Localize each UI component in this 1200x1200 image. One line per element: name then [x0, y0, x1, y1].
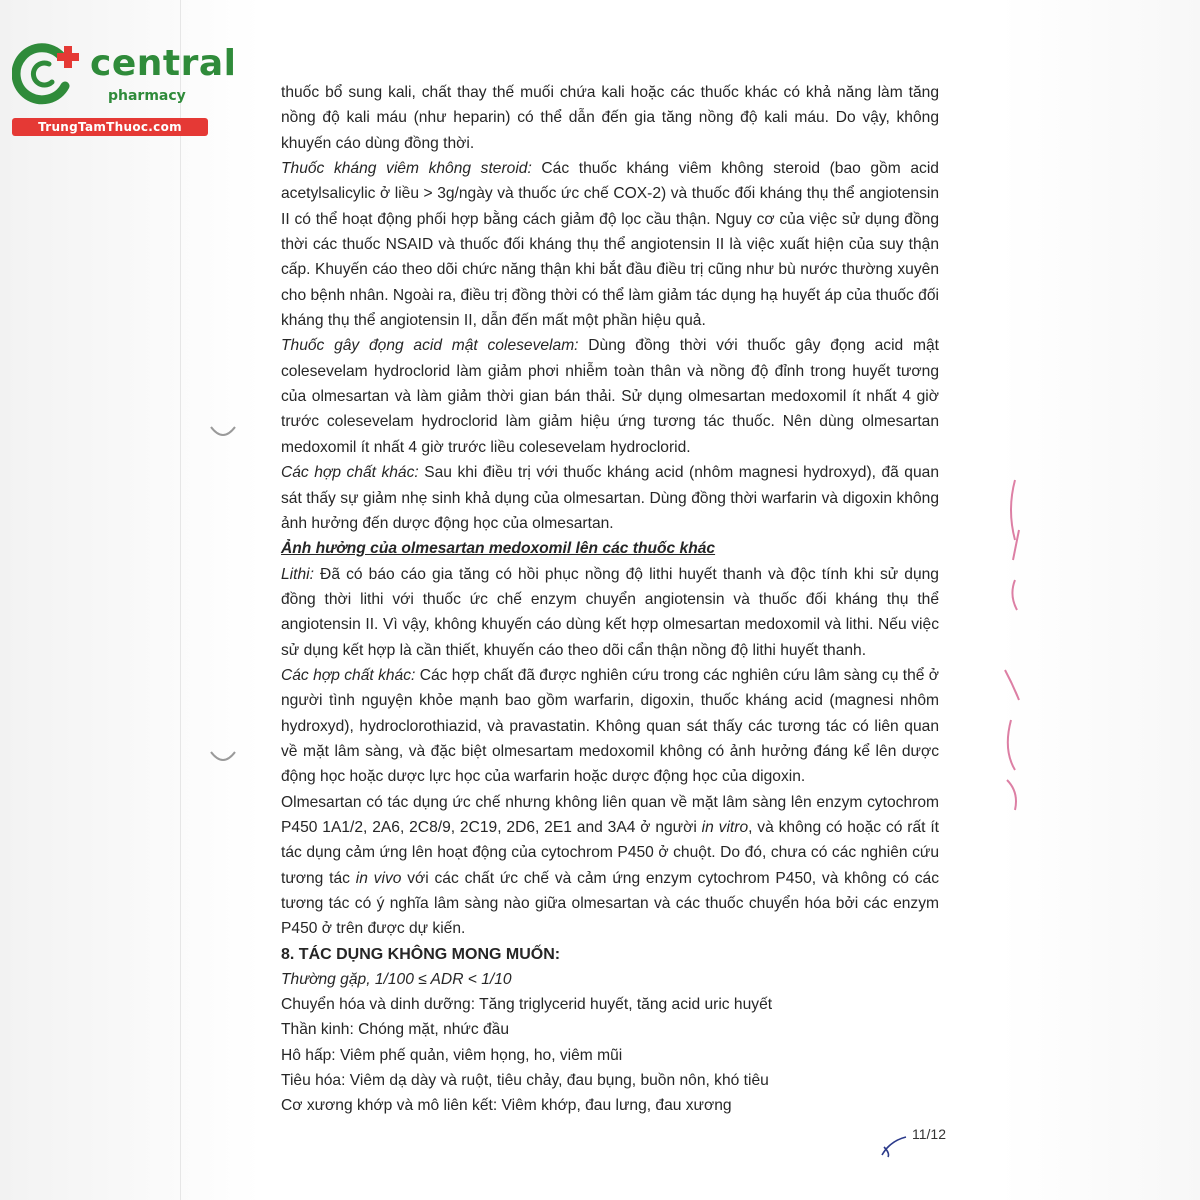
logo-wordmark: central: [90, 43, 237, 84]
logo-subtitle: pharmacy: [108, 88, 186, 104]
logo-url-badge: TrungTamThuoc.com: [12, 118, 208, 136]
paragraph: Thuốc gây đọng acid mật colesevelam: Dùng đồng thời với thuốc gây đọng acid mật colesevelam hydroclorid làm giảm phơi nhiễm toàn thân và nồng độ đỉnh trong huyết tương của olmesartan và làm giảm thời gian bán thải. Sử dụng olmesartan medoxomil ít nhất 4 giờ trước colesevelam hydroclorid làm giảm hiệu ứng tương tác thuốc. Nên dùng olmesartan medoxomil ít nhất 4 giờ trước liều colesevelam hydroclorid.: [281, 337, 939, 456]
list-item: Cơ xương khớp và mô liên kết: Viêm khớp, đau lưng, đau xương: [281, 1097, 732, 1115]
paragraph-lead: Thuốc kháng viêm không steroid:: [281, 160, 532, 178]
document-body: [281, 80, 939, 1119]
page-number: 11/12: [912, 1126, 946, 1142]
paragraph: Các hợp chất khác: Các hợp chất đã được nghiên cứu trong các nghiên cứu lâm sàng cụ thể ở người tình nguyện khỏe mạnh bao gồm warfarin, digoxin, thuốc kháng acid (magnesi nhôm hydroxyd), hydroclorothiazid, và pravastatin. Không quan sát thấy các tương tác có liên quan về mặt lâm sàng, và đặc biệt olmesartam medoxomil không có ảnh hưởng đáng kể lên dược động học hoặc dược lực học của warfarin hoặc dược động học của digoxin.: [281, 666, 939, 786]
list-item: Hô hấp: Viêm phế quản, viêm họng, ho, viêm mũi: [281, 1046, 623, 1064]
partial-stamp-mark: [985, 470, 1025, 820]
paragraph-lead: Thuốc gây đọng acid mật colesevelam:: [281, 337, 579, 355]
paragraph: Các hợp chất khác: Sau khi điều trị với thuốc kháng acid (nhôm magnesi hydroxyd), đã quan sát thấy sự giảm nhẹ sinh khả dụng của olmesartan. Dùng đồng thời warfarin và digoxin không ảnh hưởng đến dược động học của olmesartan.: [281, 464, 939, 532]
list-item: Chuyển hóa và dinh dưỡng: Tăng triglycerid huyết, tăng acid uric huyết: [281, 996, 773, 1014]
signature-initials: [876, 1133, 912, 1159]
paper-edge: [180, 0, 181, 1200]
paragraph-lead: Các hợp chất khác:: [281, 464, 419, 482]
list-item: Thần kinh: Chóng mặt, nhức đầu: [281, 1021, 510, 1039]
frequency-label: Thường gặp, 1/100 ≤ ADR < 1/10: [281, 970, 512, 988]
paragraph: thuốc bổ sung kali, chất thay thế muối chứa kali hoặc các thuốc khác có khả năng làm tăng nồng độ kali máu (như heparin) có thể dẫn đến gia tăng nồng độ kali máu. Do vậy, không khuyến cáo dùng đồng thời.: [281, 84, 939, 152]
section-heading: 8. TÁC DỤNG KHÔNG MONG MUỐN:: [281, 945, 561, 963]
paragraph-lead: Các hợp chất khác:: [281, 666, 416, 684]
paragraph-cyp: Olmesartan có tác dụng ức chế nhưng không liên quan về mặt lâm sàng lên enzym cytochrom P450 1A1/2, 2A6, 2C8/9, 2C19, 2D6, 2E1 and 3A4 ở người in vitro, và không có hoặc có rất ít tác dụng cảm ứng lên hoạt động của cytochrom P450 ở chuột. Do đó, chưa có các nghiên cứu tương tác in vivo với các chất ức chế và cảm ứng enzym cytochrom P450, và không có các tương tác có ý nghĩa lâm sàng nào giữa olmesartan và các thuốc chuyển hóa bởi các enzym P450 ở trên được dự kiến.: [281, 793, 939, 938]
central-pharmacy-logo[interactable]: [12, 38, 237, 138]
subheading: Ảnh hưởng của olmesartan medoxomil lên các thuốc khác: [281, 540, 716, 558]
list-item: Tiêu hóa: Viêm dạ dày và ruột, tiêu chảy, đau bụng, buồn nôn, khó tiêu: [281, 1072, 769, 1090]
binder-hole-mark: [208, 748, 238, 768]
pharmacy-cross-icon: [12, 38, 82, 108]
binder-hole-mark: [208, 423, 238, 443]
paragraph: Thuốc kháng viêm không steroid: Các thuốc kháng viêm không steroid (bao gồm acid acetylsalicylic ở liều > 3g/ngày và thuốc ức chế COX-2) và thuốc đối kháng thụ thể angiotensin II có thể hoạt động phối hợp bằng cách giảm độ lọc cầu thận. Nguy cơ của việc sử dụng đồng thời các thuốc NSAID và thuốc đối kháng thụ thể angiotensin II là việc xuất hiện của suy thận cấp. Khuyến cáo theo dõi chức năng thận khi bắt đầu điều trị cũng như bù nước thường xuyên cho bệnh nhân. Ngoài ra, điều trị đồng thời có thể làm giảm tác dụng hạ huyết áp của thuốc đối kháng thụ thể angiotensin II, dẫn đến mất một phần hiệu quả.: [281, 160, 939, 330]
paragraph-lead: Lithi:: [281, 565, 314, 583]
paragraph: Lithi: Đã có báo cáo gia tăng có hồi phục nồng độ lithi huyết thanh và độc tính khi sử dụng đồng thời lithi với thuốc ức chế enzym chuyển angiotensin và thuốc đối kháng thụ thể angiotensin II. Vì vậy, không khuyến cáo dùng kết hợp olmesartan medoxomil và lithi. Nếu việc sử dụng kết hợp là cần thiết, khuyến cáo theo dõi cẩn thận nồng độ lithi huyết thanh.: [281, 565, 939, 659]
